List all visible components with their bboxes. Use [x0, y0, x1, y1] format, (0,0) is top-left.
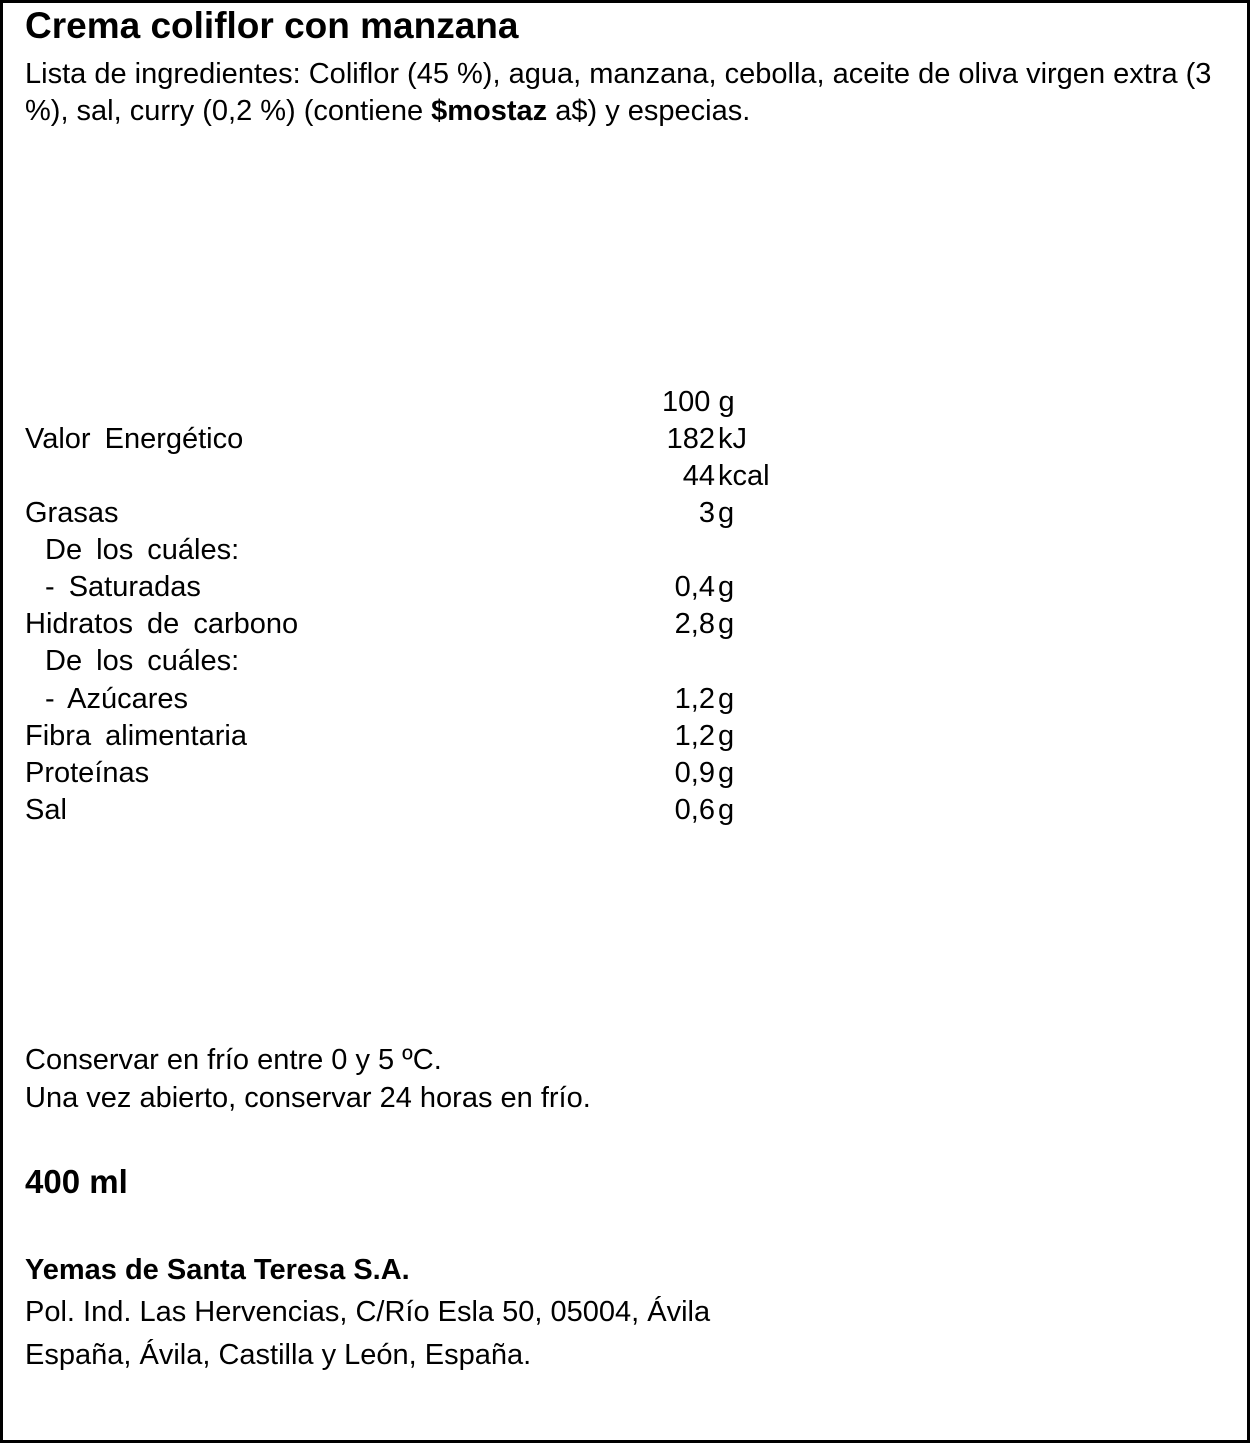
company-address: Pol. Ind. Las Hervencias, C/Río Esla 50, 05004, Ávila [25, 1296, 711, 1328]
nutrition-unit: g [718, 794, 735, 826]
nutrition-value: 0,6 [674, 794, 715, 826]
nutrition-value: 1,2 [674, 720, 715, 752]
nutrition-value: 1,2 [674, 683, 715, 715]
nutrition-label: Hidratos de carbono [25, 608, 299, 640]
company-location: España, Ávila, Castilla y León, España. [25, 1339, 532, 1371]
storage-after-opening: Una vez abierto, conservar 24 horas en frío. [25, 1082, 591, 1114]
nutrition-label: Sal [25, 794, 67, 826]
allergen-text: $mostaz [431, 95, 548, 127]
nutrition-unit: g [718, 497, 735, 529]
nutrition-label: Valor Energético [25, 423, 244, 455]
product-title: Crema coliflor con manzana [25, 5, 519, 46]
nutrition-value: 0,9 [674, 757, 715, 789]
nutrition-label: - Azúcares [45, 683, 188, 715]
nutrition-label: Grasas [25, 497, 119, 529]
nutrition-unit: g [718, 608, 735, 640]
nutrition-unit: g [718, 720, 735, 752]
nutrition-unit: g [718, 683, 735, 715]
storage-instructions: Conservar en frío entre 0 y 5 ºC. [25, 1044, 442, 1076]
nutrition-label: Fibra alimentaria [25, 720, 247, 752]
nutrition-sublabel: De los cuáles: [45, 645, 240, 677]
nutrition-column-header: 100 g [662, 386, 735, 418]
ingredients-text-end: a$) y especias. [547, 95, 751, 127]
nutrition-unit: g [718, 757, 735, 789]
nutrition-value: 182 [666, 423, 715, 455]
company-name: Yemas de Santa Teresa S.A. [25, 1254, 410, 1286]
nutrition-value: 2,8 [674, 608, 715, 640]
ingredients-list [25, 56, 1215, 130]
nutrition-unit: kcal [718, 460, 770, 492]
nutrition-unit: g [718, 571, 735, 603]
nutrition-value: 3 [698, 497, 715, 529]
nutrition-value: 0,4 [674, 571, 715, 603]
nutrition-label: Proteínas [25, 757, 150, 789]
net-volume: 400 ml [25, 1163, 128, 1200]
nutrition-label: - Saturadas [45, 571, 201, 603]
nutrition-unit: kJ [718, 423, 747, 455]
nutrition-sublabel: De los cuáles: [45, 534, 240, 566]
nutrition-value: 44 [682, 460, 715, 492]
ingredients-text: Lista de ingredientes: Coliflor (45 %), agua, manzana, cebolla, aceite de oliva virgen extra (3 %), sal, curry (0,2 %) (contiene [25, 58, 1212, 127]
